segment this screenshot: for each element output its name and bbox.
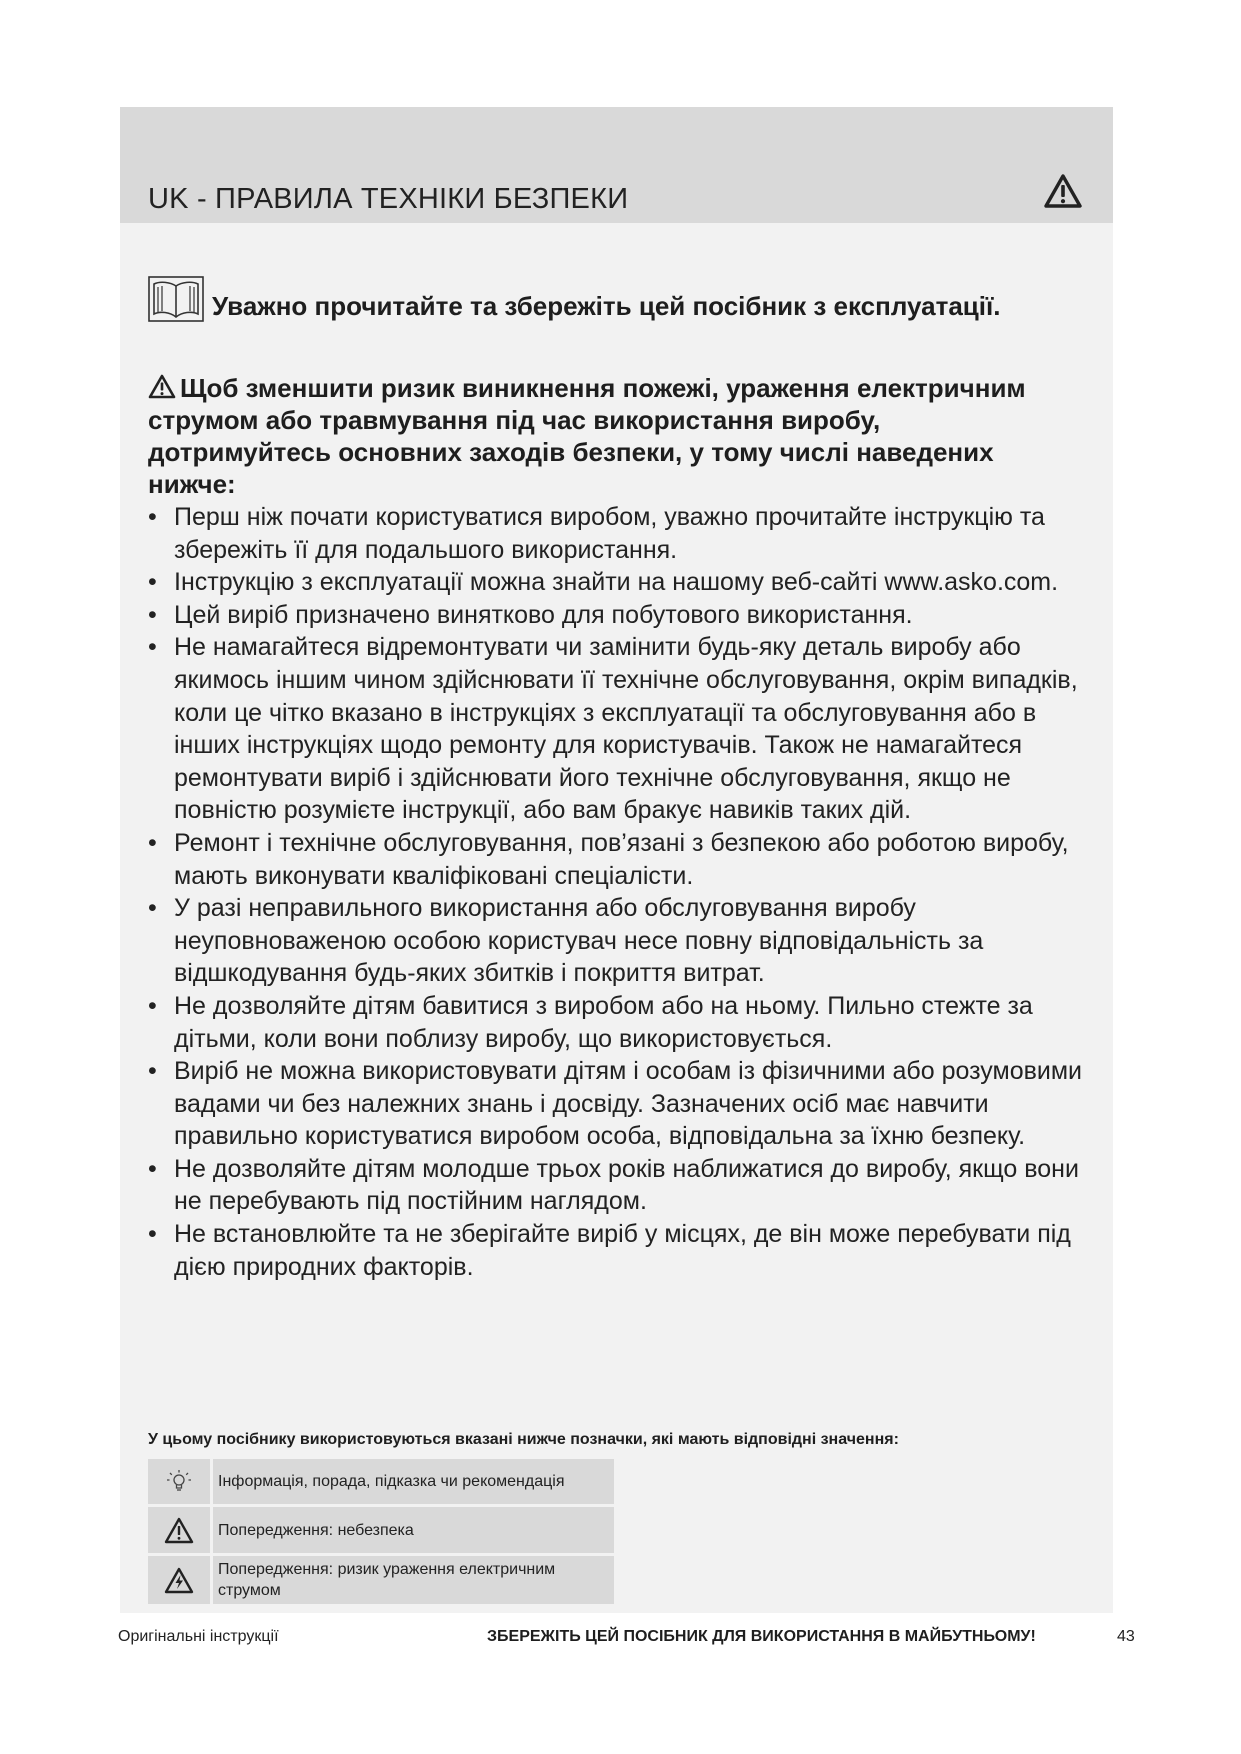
warning-triangle-icon xyxy=(148,374,176,399)
legend-icon-cell xyxy=(148,1459,210,1504)
legend-text: Попередження: небезпека xyxy=(213,1507,614,1553)
list-item: • Інструкцію з експлуатації можна знайти на нашому веб-сайті www.asko.com. xyxy=(148,566,1093,599)
legend-row xyxy=(148,1556,614,1604)
list-item: • Не дозволяйте дітям бавитися з виробом або на ньому. Пильно стежте за дітьми, коли вони поблизу виробу, що використовується. xyxy=(148,990,1093,1055)
list-item: • Цей виріб призначено винятково для побутового використання. xyxy=(148,599,1093,632)
open-book-icon xyxy=(148,276,204,322)
read-manual-text: Уважно прочитайте та збережіть цей посібник з експлуатації. xyxy=(212,291,1001,321)
legend-text: Попередження: ризик ураження електричним струмом xyxy=(213,1556,614,1604)
safety-rules-list xyxy=(148,501,1093,1283)
legend-text: Інформація, порада, підказка чи рекомендація xyxy=(213,1459,614,1504)
symbols-legend-table xyxy=(148,1459,614,1607)
warning-triangle-icon xyxy=(164,1517,194,1544)
read-manual-notice xyxy=(148,276,1001,322)
legend-icon-cell xyxy=(148,1556,210,1604)
safety-lead-paragraph xyxy=(148,372,1028,500)
list-item: • Ремонт і технічне обслуговування, пов’язані з безпекою або роботою виробу, мають виконувати кваліфіковані спеціалісти. xyxy=(148,827,1093,892)
footer-original-instructions: Оригінальні інструкції xyxy=(118,1628,279,1645)
list-item: • У разі неправильного використання або обслуговування виробу неуповноваженою особою користувач несе повну відповідальність за відшкодування будь-яких збитків і покриття витрат. xyxy=(148,892,1093,990)
symbols-legend-caption: У цьому посібнику використовуються вказані нижче позначки, які мають відповідні значення: xyxy=(148,1431,899,1448)
content-panel xyxy=(120,223,1113,1613)
list-item: • Не встановлюйте та не зберігайте виріб у місцях, де він може перебувати під дією природних факторів. xyxy=(148,1218,1093,1283)
warning-triangle-icon xyxy=(1043,173,1083,209)
list-item: • Перш ніж почати користуватися виробом, уважно прочитайте інструкцію та збережіть її для подальшого використання. xyxy=(148,501,1093,566)
footer-save-manual-note: ЗБЕРЕЖІТЬ ЦЕЙ ПОСІБНИК ДЛЯ ВИКОРИСТАННЯ В МАЙБУТНЬОМУ! xyxy=(487,1628,1036,1645)
electric-shock-warning-icon xyxy=(164,1567,194,1594)
safety-lead-text: Щоб зменшити ризик виникнення пожежі, ураження електричним струмом або травмування під час використання виробу, дотримуйтесь основних заходів безпеки, у тому числі наведених нижче: xyxy=(148,373,1026,499)
page-number: 43 xyxy=(1117,1628,1135,1645)
list-item: • Не намагайтеся відремонтувати чи замінити будь-яку деталь виробу або якимось іншим чином здійснювати її технічне обслуговування, окрім випадків, коли це чітко вказано в інструкціях з експлуатації та обслуговування або в інших інструкціях щодо ремонту для користувачів. Також не намагайтеся ремонтувати виріб і здійснювати його технічне обслуговування, якщо не повністю розумієте інструкції, або вам бракує навиків таких дій. xyxy=(148,631,1093,827)
light-bulb-icon xyxy=(164,1467,194,1497)
section-title: UK - ПРАВИЛА ТЕХНІКИ БЕЗПЕКИ xyxy=(148,183,629,215)
section-header xyxy=(120,107,1113,223)
legend-row xyxy=(148,1459,614,1504)
list-item: • Не дозволяйте дітям молодше трьох років наближатися до виробу, якщо вони не перебувають під постійним наглядом. xyxy=(148,1153,1093,1218)
legend-icon-cell xyxy=(148,1507,210,1553)
legend-row xyxy=(148,1507,614,1553)
list-item: • Виріб не можна використовувати дітям і особам із фізичними або розумовими вадами чи без належних знань і досвіду. Зазначених осіб має навчити правильно користуватися виробом особа, відповідальна за їхню безпеку. xyxy=(148,1055,1093,1153)
